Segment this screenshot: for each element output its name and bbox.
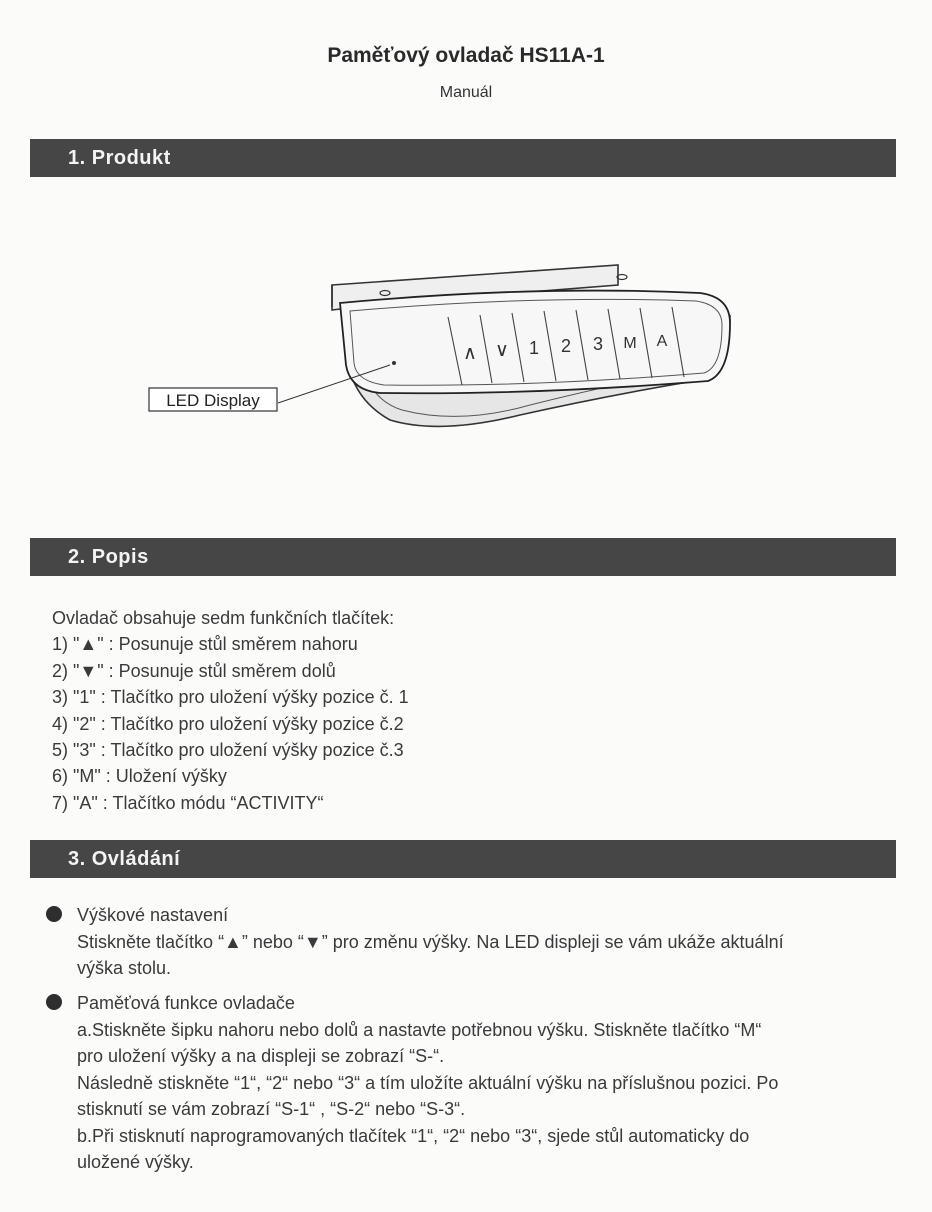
memory-function-text: uložené výšky. bbox=[77, 1152, 194, 1172]
document-title: Paměťový ovladač HS11A-1 bbox=[327, 44, 605, 67]
description-item: 1) "▲" : Posunuje stůl směrem nahoru bbox=[52, 634, 358, 655]
button-down-glyph: ∨ bbox=[495, 340, 509, 361]
button-up-glyph: ∧ bbox=[463, 343, 477, 364]
description-intro: Ovladač obsahuje sedm funkčních tlačítek: bbox=[52, 608, 395, 628]
memory-function-text: stisknutí se vám zobrazí “S-1“ , “S-2“ nebo “S-3“. bbox=[77, 1099, 466, 1119]
description-item: 6) "M" : Uložení výšky bbox=[52, 766, 227, 787]
led-display-label: LED Display bbox=[166, 391, 260, 410]
button-2-glyph: 2 bbox=[560, 336, 572, 356]
description-item: 4) "2" : Tlačítko pro uložení výšky pozice č.2 bbox=[52, 713, 404, 734]
memory-function-text: pro uložení výšky a na displeji se zobrazí “S-“. bbox=[77, 1046, 445, 1066]
memory-function-text: Následně stiskněte “1“, “2“ nebo “3“ a tím uložíte aktuální výšku na příslušnou pozici. Po bbox=[77, 1072, 779, 1093]
bullet-icon bbox=[46, 994, 62, 1010]
description-item: 5) "3" : Tlačítko pro uložení výšky pozice č.3 bbox=[52, 740, 404, 761]
description-block bbox=[52, 605, 409, 816]
section-heading-popis: 2. Popis bbox=[30, 538, 896, 576]
description-item: 7) "A" : Tlačítko módu “ACTIVITY“ bbox=[52, 792, 324, 813]
description-item: 3) "1" : Tlačítko pro uložení výšky pozice č. 1 bbox=[52, 687, 409, 708]
memory-function-text: a.Stiskněte šipku nahoru nebo dolů a nastavte potřebnou výšku. Stiskněte tlačítko “M“ bbox=[77, 1019, 762, 1040]
height-adjustment-text: výška stolu. bbox=[77, 958, 172, 978]
height-adjustment-text: Stiskněte tlačítko “▲” nebo “▼” pro změnu výšky. Na LED displeji se vám ukáže aktuální bbox=[77, 931, 784, 952]
bullet-icon bbox=[46, 906, 62, 922]
memory-function-text: b.Při stisknutí naprogramovaných tlačítek “1“, “2“ nebo “3“, sjede stůl automaticky do bbox=[77, 1125, 750, 1146]
section-heading-produkt: 1. Produkt bbox=[30, 139, 896, 177]
description-item: 2) "▼" : Posunuje stůl směrem dolů bbox=[52, 660, 336, 681]
button-a-glyph: A bbox=[656, 333, 668, 350]
button-3-glyph: 3 bbox=[592, 334, 604, 354]
height-adjustment-heading: Výškové nastavení bbox=[77, 905, 229, 925]
section-heading-ovladani: 3. Ovládání bbox=[30, 840, 896, 878]
led-indicator-icon bbox=[392, 361, 396, 365]
document-subtitle: Manuál bbox=[439, 84, 493, 101]
controller-illustration bbox=[140, 255, 740, 445]
memory-function-heading: Paměťová funkce ovladače bbox=[77, 993, 295, 1013]
button-m-glyph: M bbox=[623, 335, 637, 352]
button-1-glyph: 1 bbox=[528, 338, 540, 358]
